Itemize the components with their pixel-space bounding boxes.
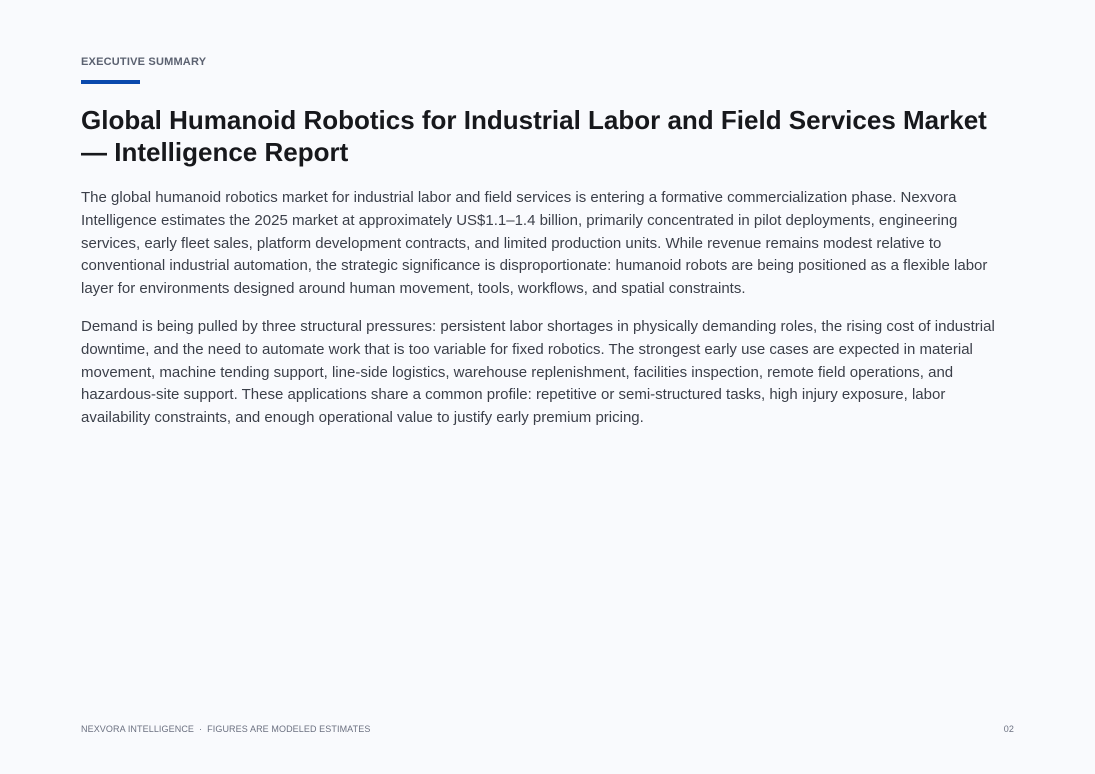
summary-paragraph: Demand is being pulled by three structural pressures: persistent labor shortages in physically demanding roles, the rising cost of industrial downtime, and the need to automate work that is too variable for fixed robotics. The strongest early use cases are expected in material movement, machine tending support, line-side logistics, warehouse replenishment, facilities inspection, remote field operations, and hazardous-site support. These applications share a common profile: repetitive or semi-structured tasks, high injury exposure, labor availability constraints, and enough operational value to justify early premium pricing. <box>81 317 995 427</box>
footer-note: FIGURES ARE MODELED ESTIMATES <box>207 724 371 734</box>
page-footer <box>81 724 1014 736</box>
section-eyebrow: EXECUTIVE SUMMARY <box>81 56 207 68</box>
footer-separator: · <box>199 724 203 734</box>
page-title: Global Humanoid Robotics for Industrial Labor and Field Services Market — Intelligence Report <box>81 105 987 167</box>
page-number: 02 <box>1003 724 1014 734</box>
accent-rule <box>81 80 140 84</box>
footer-brand: NEXVORA INTELLIGENCE <box>81 724 195 734</box>
summary-body <box>81 187 1014 445</box>
footer-left <box>81 724 370 734</box>
summary-paragraph: The global humanoid robotics market for industrial labor and field services is entering a formative commercialization phase. Nexvora Intelligence estimates the 2025 market at approximately US$1.1–1.4 billion, primarily concentrated in pilot deployments, engineering services, early fleet sales, platform development contracts, and limited production units. While revenue remains modest relative to conventional industrial automation, the strategic significance is disproportionate: humanoid robots are being positioned as a flexible labor layer for environments designed around human movement, tools, workflows, and spatial constraints. <box>81 189 988 298</box>
report-page <box>81 0 1014 774</box>
